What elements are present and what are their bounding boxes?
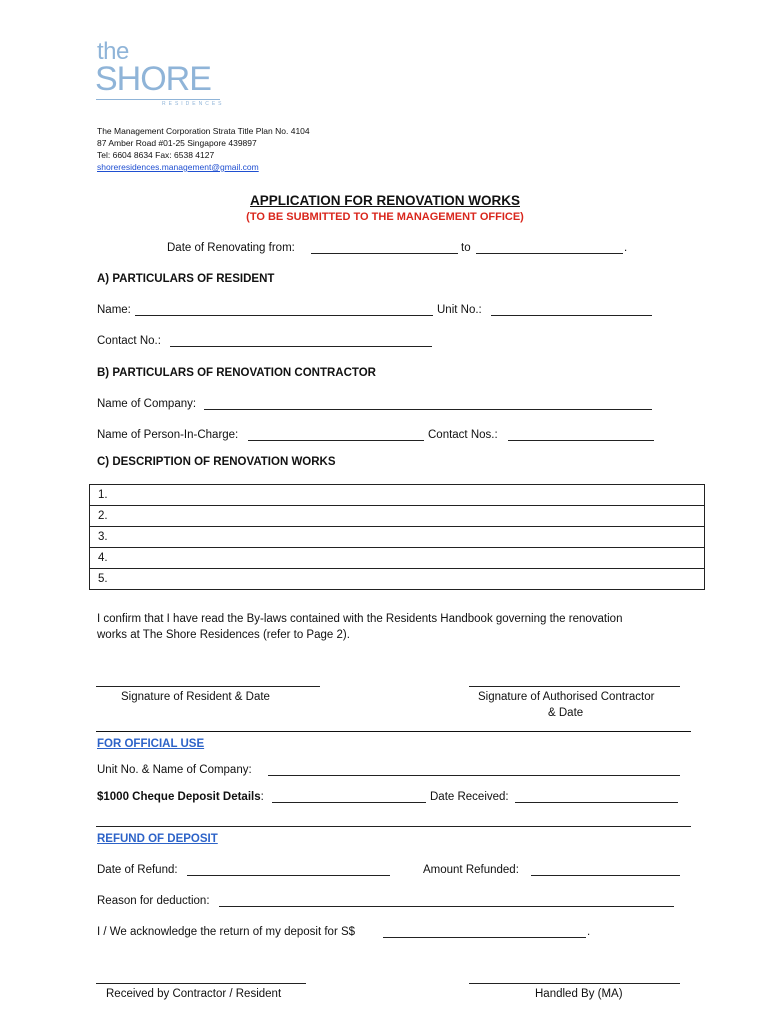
- handled-by-label: Handled By (MA): [535, 988, 623, 1000]
- date-received-field[interactable]: [515, 802, 678, 803]
- works-row-2[interactable]: 2.: [90, 506, 705, 527]
- date-to-field[interactable]: [476, 253, 623, 254]
- email-link[interactable]: shoreresidences.management@gmail.com: [97, 162, 259, 172]
- table-row[interactable]: [90, 527, 705, 548]
- logo-shore: SHORE: [95, 60, 211, 98]
- received-by-label: Received by Contractor / Resident: [106, 988, 282, 1000]
- company-field[interactable]: [204, 409, 652, 410]
- address-line-3: Tel: 6604 8634 Fax: 6538 4127: [97, 150, 215, 160]
- received-by-signature-line[interactable]: [96, 983, 306, 984]
- amount-refunded-field[interactable]: [531, 875, 680, 876]
- divider: [96, 826, 691, 827]
- date-renovating-label: Date of Renovating from:: [167, 242, 295, 254]
- person-in-charge-field[interactable]: [248, 440, 424, 441]
- address-line-2: 87 Amber Road #01-25 Singapore 439897: [97, 138, 257, 148]
- contact-nos-field[interactable]: [508, 440, 654, 441]
- contractor-signature-label-1: Signature of Authorised Contractor: [478, 691, 655, 703]
- date-end-mark: .: [624, 242, 628, 254]
- table-row[interactable]: [90, 506, 705, 527]
- section-a-heading: A) PARTICULARS OF RESIDENT: [97, 273, 275, 285]
- table-row[interactable]: [90, 548, 705, 569]
- works-row-1[interactable]: 1.: [90, 485, 705, 506]
- cheque-deposit-colon: :: [260, 791, 264, 803]
- deduction-reason-label: Reason for deduction:: [97, 895, 210, 907]
- address-line-1: The Management Corporation Strata Title Plan No. 4104: [97, 126, 310, 136]
- refund-date-label: Date of Refund:: [97, 864, 178, 876]
- logo-residences: RESIDENCES: [162, 101, 225, 107]
- handled-by-signature-line[interactable]: [469, 983, 680, 984]
- section-c-heading: C) DESCRIPTION OF RENOVATION WORKS: [97, 456, 336, 468]
- works-row-4[interactable]: 4.: [90, 548, 705, 569]
- contact-label: Contact No.:: [97, 335, 161, 347]
- date-from-field[interactable]: [311, 253, 458, 254]
- divider: [96, 731, 691, 732]
- refund-date-field[interactable]: [187, 875, 390, 876]
- acknowledge-label: I / We acknowledge the return of my deposit for S$: [97, 926, 356, 938]
- section-b-heading: B) PARTICULARS OF RENOVATION CONTRACTOR: [97, 367, 376, 379]
- unit-company-label: Unit No. & Name of Company:: [97, 764, 252, 776]
- page-title: APPLICATION FOR RENOVATION WORKS: [250, 193, 520, 208]
- unit-label: Unit No.:: [437, 304, 482, 316]
- contact-nos-label: Contact Nos.:: [428, 429, 498, 441]
- date-received-label: Date Received:: [430, 791, 509, 803]
- acknowledge-end-mark: .: [587, 926, 591, 938]
- acknowledge-amount-field[interactable]: [383, 937, 586, 938]
- cheque-deposit-label: [97, 790, 264, 804]
- person-in-charge-label: Name of Person-In-Charge:: [97, 429, 239, 441]
- logo-the: the: [97, 38, 129, 65]
- cheque-deposit-label-text: $1000 Cheque Deposit Details: [97, 791, 261, 803]
- name-label: Name:: [97, 304, 131, 316]
- logo-underline: [96, 99, 220, 100]
- name-field[interactable]: [135, 315, 433, 316]
- contractor-signature-label-2: & Date: [548, 707, 584, 719]
- unit-field[interactable]: [491, 315, 652, 316]
- contact-field[interactable]: [170, 346, 432, 347]
- works-row-3[interactable]: 3.: [90, 527, 705, 548]
- unit-company-field[interactable]: [268, 775, 680, 776]
- date-to-label: to: [461, 242, 471, 254]
- works-row-5[interactable]: 5.: [90, 569, 705, 590]
- refund-heading: REFUND OF DEPOSIT: [97, 833, 218, 845]
- cheque-deposit-field[interactable]: [272, 802, 426, 803]
- amount-refunded-label: Amount Refunded:: [423, 864, 519, 876]
- page-subtitle: (TO BE SUBMITTED TO THE MANAGEMENT OFFICE): [246, 211, 524, 223]
- resident-signature-label: Signature of Resident & Date: [121, 691, 270, 703]
- table-row[interactable]: [90, 569, 705, 590]
- contractor-signature-line[interactable]: [469, 686, 680, 687]
- works-table: [89, 484, 705, 590]
- company-label: Name of Company:: [97, 398, 197, 410]
- table-row[interactable]: [90, 485, 705, 506]
- resident-signature-line[interactable]: [96, 686, 320, 687]
- official-use-heading: FOR OFFICIAL USE: [97, 738, 205, 750]
- confirm-line-2: works at The Shore Residences (refer to Page 2).: [97, 629, 350, 641]
- deduction-reason-field[interactable]: [219, 906, 674, 907]
- confirm-line-1: I confirm that I have read the By-laws contained with the Residents Handbook governing the renovation: [97, 613, 623, 625]
